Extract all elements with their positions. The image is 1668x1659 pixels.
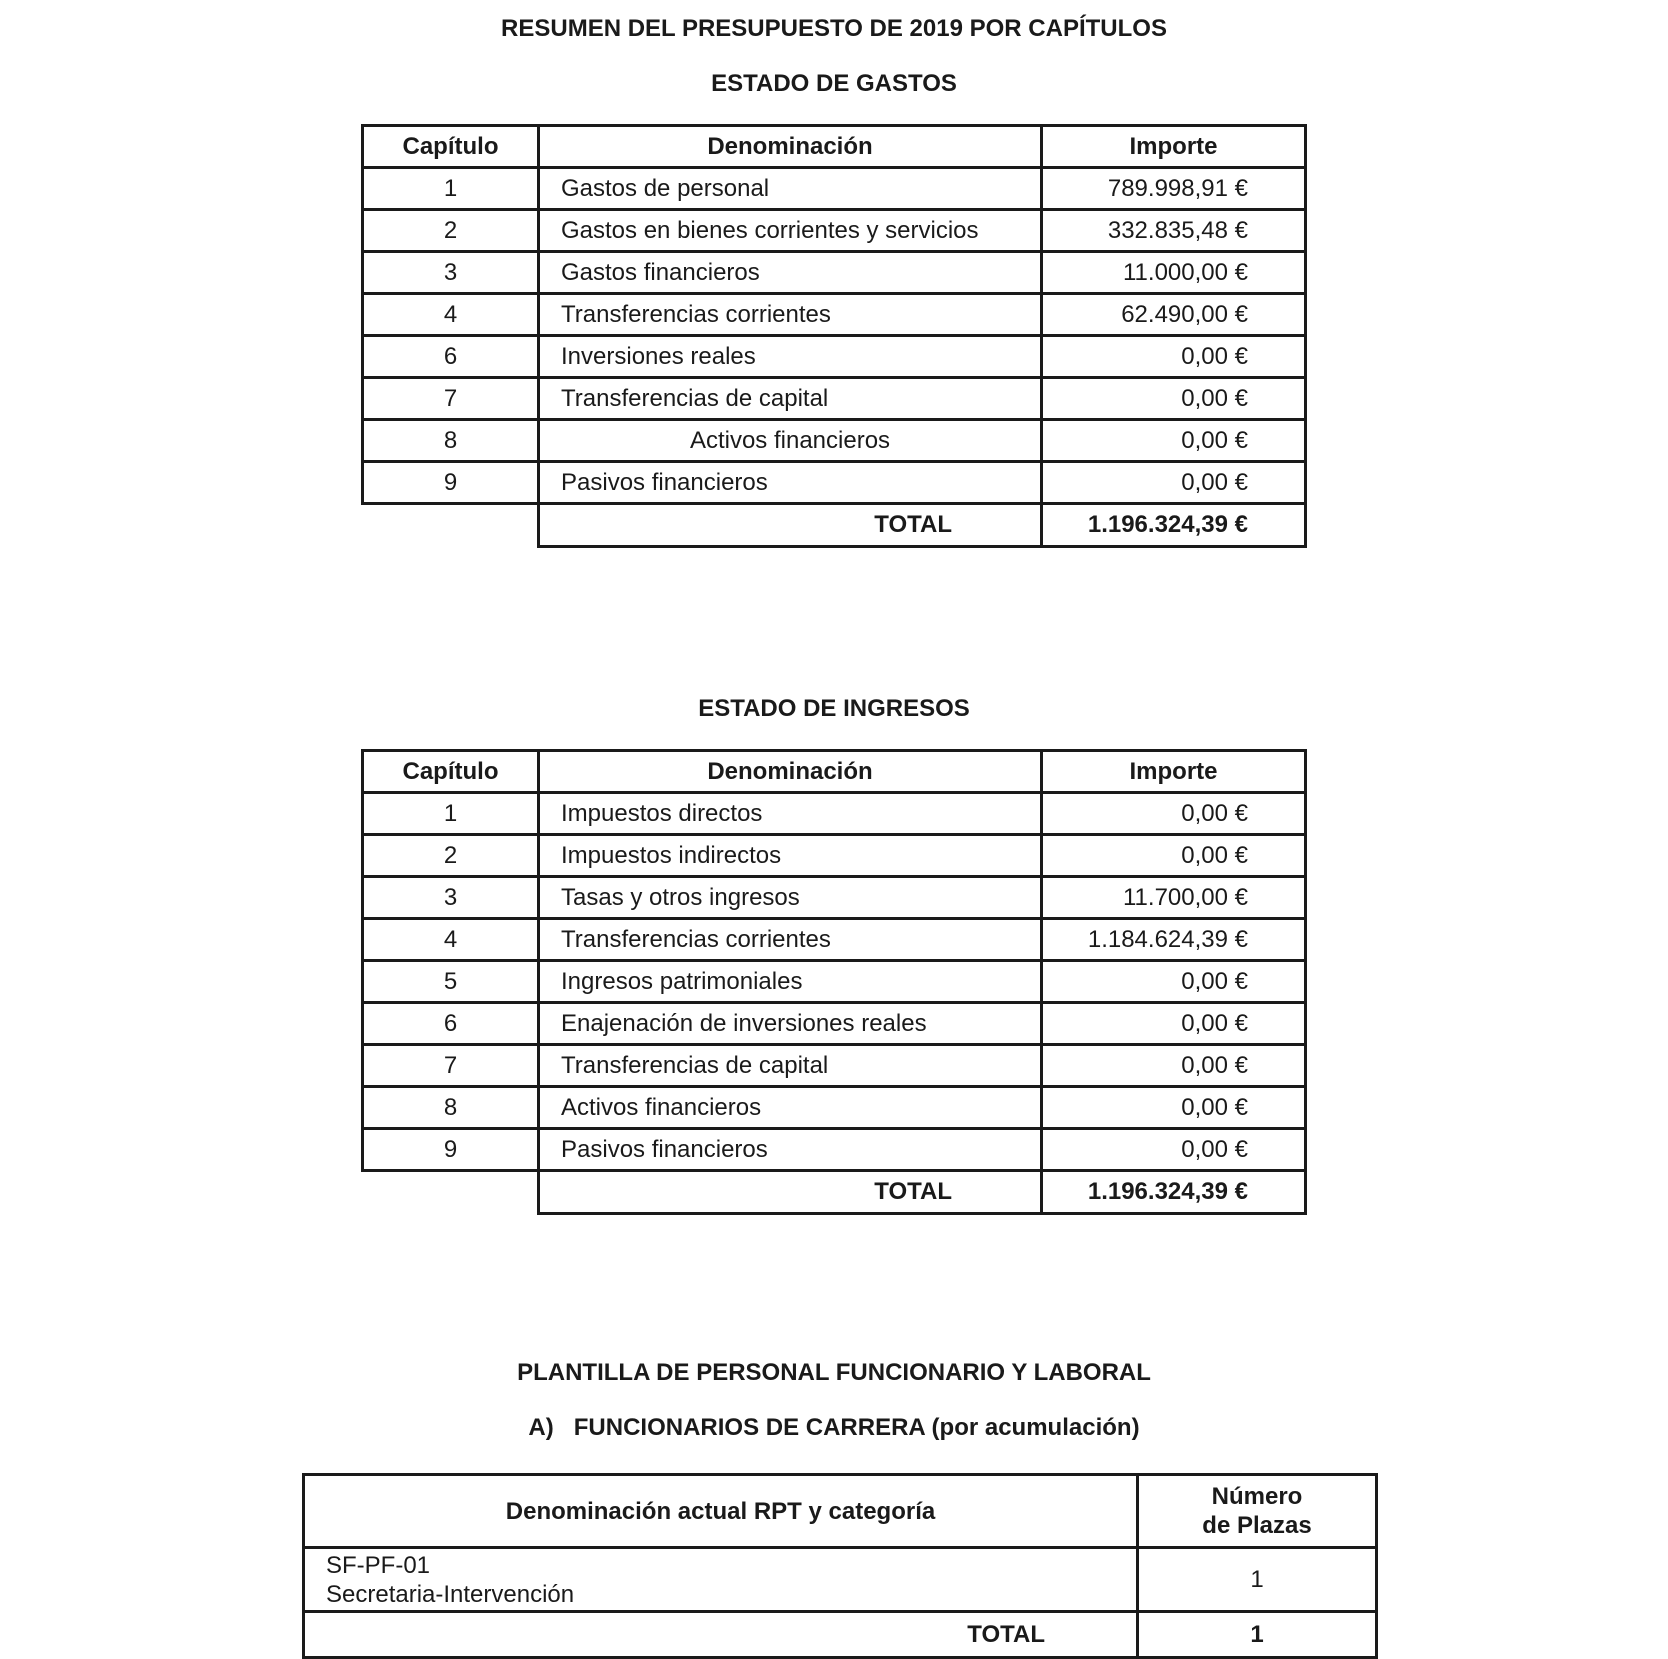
cell-importe: 0,00 € [1042, 961, 1306, 1003]
cell-importe: 0,00 € [1042, 1087, 1306, 1129]
cell-importe: 0,00 € [1042, 336, 1306, 378]
cell-capitulo: 5 [363, 961, 539, 1003]
cell-importe: 62.490,00 € [1042, 294, 1306, 336]
cell-capitulo: 8 [363, 1087, 539, 1129]
header-denominacion-rpt: Denominación actual RPT y categoría [304, 1475, 1138, 1548]
cell-capitulo: 2 [363, 210, 539, 252]
header-importe: Importe [1042, 126, 1306, 168]
total-value: 1.196.324,39 € [1042, 504, 1306, 547]
plantilla-heading: PLANTILLA DE PERSONAL FUNCIONARIO Y LABORAL [517, 1359, 1151, 1386]
cell-denominacion: Ingresos patrimoniales [539, 961, 1042, 1003]
cell-capitulo: 3 [363, 877, 539, 919]
total-value: 1 [1138, 1612, 1377, 1658]
table-row [363, 294, 1306, 336]
cell-denominacion: Impuestos directos [539, 793, 1042, 835]
cell-capitulo: 1 [363, 168, 539, 210]
total-row [363, 504, 1306, 547]
header-importe: Importe [1042, 751, 1306, 793]
cell-capitulo: 7 [363, 378, 539, 420]
cell-importe: 0,00 € [1042, 378, 1306, 420]
table-row [363, 1045, 1306, 1087]
table-header-row [304, 1475, 1377, 1548]
cell-capitulo: 7 [363, 1045, 539, 1087]
cell-capitulo: 9 [363, 1129, 539, 1171]
table-row [363, 793, 1306, 835]
header-numero-line1: Número [1211, 1483, 1303, 1510]
table-row [363, 961, 1306, 1003]
document-title: RESUMEN DEL PRESUPUESTO DE 2019 POR CAPÍTULOS [501, 15, 1167, 42]
cell-denominacion: Transferencias de capital [539, 378, 1042, 420]
cell-denominacion: Tasas y otros ingresos [539, 877, 1042, 919]
table-row [363, 252, 1306, 294]
cell-plazas: 1 [1138, 1548, 1377, 1612]
total-row [304, 1612, 1377, 1658]
table-row [363, 835, 1306, 877]
table-row [363, 336, 1306, 378]
cell-importe: 0,00 € [1042, 1045, 1306, 1087]
plantilla-table [302, 1473, 1378, 1659]
cell-importe: 0,00 € [1042, 1003, 1306, 1045]
table-header-row [363, 126, 1306, 168]
header-numero-plazas [1138, 1475, 1377, 1548]
table-row [363, 1003, 1306, 1045]
table-row [363, 462, 1306, 504]
cell-denominacion-rpt [304, 1548, 1138, 1612]
cell-importe: 0,00 € [1042, 1129, 1306, 1171]
table-row [363, 1087, 1306, 1129]
cell-capitulo: 8 [363, 420, 539, 462]
cell-importe: 0,00 € [1042, 420, 1306, 462]
cell-importe: 11.700,00 € [1042, 877, 1306, 919]
cell-capitulo: 1 [363, 793, 539, 835]
cell-importe: 0,00 € [1042, 462, 1306, 504]
table-row [363, 877, 1306, 919]
cell-category: Secretaria-Intervención [326, 1580, 575, 1608]
cell-capitulo: 4 [363, 919, 539, 961]
table-row [363, 420, 1306, 462]
table-row [363, 919, 1306, 961]
header-denominacion: Denominación [539, 126, 1042, 168]
total-label: TOTAL [539, 504, 1042, 547]
cell-denominacion: Inversiones reales [539, 336, 1042, 378]
empty-cell [363, 1171, 539, 1214]
cell-importe: 789.998,91 € [1042, 168, 1306, 210]
cell-denominacion: Activos financieros [539, 420, 1042, 462]
header-denominacion: Denominación [539, 751, 1042, 793]
table-row [363, 378, 1306, 420]
cell-denominacion: Gastos financieros [539, 252, 1042, 294]
header-capitulo: Capítulo [363, 751, 539, 793]
cell-denominacion: Gastos de personal [539, 168, 1042, 210]
table-row [304, 1548, 1377, 1612]
header-capitulo: Capítulo [363, 126, 539, 168]
cell-importe: 11.000,00 € [1042, 252, 1306, 294]
plantilla-subheading: A) FUNCIONARIOS DE CARRERA (por acumulación) [528, 1414, 1140, 1441]
cell-denominacion: Transferencias corrientes [539, 294, 1042, 336]
cell-capitulo: 9 [363, 462, 539, 504]
table-row [363, 168, 1306, 210]
cell-code: SF-PF-01 [326, 1551, 431, 1579]
cell-importe: 0,00 € [1042, 793, 1306, 835]
cell-denominacion: Pasivos financieros [539, 1129, 1042, 1171]
cell-denominacion: Activos financieros [539, 1087, 1042, 1129]
ingresos-heading: ESTADO DE INGRESOS [698, 695, 970, 722]
cell-capitulo: 4 [363, 294, 539, 336]
header-numero-line2: de Plazas [1202, 1512, 1312, 1539]
cell-capitulo: 6 [363, 336, 539, 378]
total-label: TOTAL [539, 1171, 1042, 1214]
cell-importe: 0,00 € [1042, 835, 1306, 877]
cell-importe: 332.835,48 € [1042, 210, 1306, 252]
empty-cell [363, 504, 539, 547]
table-header-row [363, 751, 1306, 793]
cell-denominacion: Transferencias corrientes [539, 919, 1042, 961]
table-row [363, 210, 1306, 252]
cell-importe: 1.184.624,39 € [1042, 919, 1306, 961]
cell-denominacion: Impuestos indirectos [539, 835, 1042, 877]
ingresos-table [361, 749, 1307, 1215]
cell-denominacion: Transferencias de capital [539, 1045, 1042, 1087]
table-row [363, 1129, 1306, 1171]
cell-capitulo: 3 [363, 252, 539, 294]
cell-denominacion: Pasivos financieros [539, 462, 1042, 504]
gastos-heading: ESTADO DE GASTOS [711, 70, 957, 97]
cell-denominacion: Enajenación de inversiones reales [539, 1003, 1042, 1045]
cell-capitulo: 6 [363, 1003, 539, 1045]
cell-denominacion: Gastos en bienes corrientes y servicios [539, 210, 1042, 252]
total-label: TOTAL [304, 1612, 1138, 1658]
total-row [363, 1171, 1306, 1214]
cell-capitulo: 2 [363, 835, 539, 877]
total-value: 1.196.324,39 € [1042, 1171, 1306, 1214]
gastos-table [361, 124, 1307, 548]
